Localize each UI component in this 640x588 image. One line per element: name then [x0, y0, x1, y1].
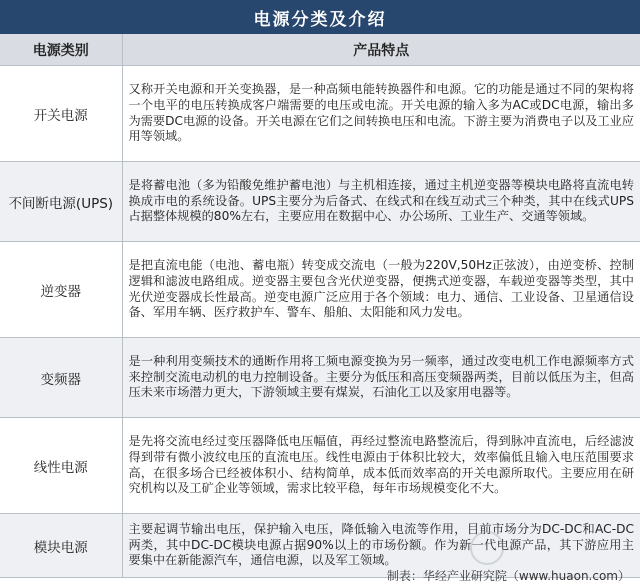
row-category: 不间断电源(UPS) [0, 162, 122, 242]
watermark-logo-icon [470, 531, 504, 565]
row-category: 开关电源 [0, 66, 122, 162]
row-description: 是一种利用变频技术的通断作用将工频电源变换为另一频率，通过改变电机工作电源频率方式来控制交流电动机的电力控制设备。主要分为低压和高压变频器两类，目前以低压为主，但高压未来市场潜力更大，下游领域主要有煤炭，石油化工以及家用电器等。 [122, 338, 640, 418]
row-description: 主要起调节输出电压，保护输入电压，降低输入电流等作用，目前市场分为DC-DC和AC-DC两类，其中DC-DC模块电源占据90%以上的市场份额。作为新一代电源产品，其下游应用主要集中在新能源汽车，通信电源，以及军工领域。 [122, 514, 640, 578]
table-row [0, 338, 640, 418]
table-row [0, 242, 640, 338]
table-row [0, 418, 640, 514]
row-description: 是把直流电能（电池、蓄电瓶）转变成交流电（一般为220V,50Hz正弦波），由逆变桥、控制逻辑和滤波电路组成。逆变器主要包含光伏逆变器，便携式逆变器，车载逆变器等类型，其中光伏逆变器成长性最高。逆变电源广泛应用于各个领域：电力、通信、工业设备、卫星通信设备、军用车辆、医疗救护车、警车、船舶、太阳能和风力发电。 [122, 242, 640, 338]
row-category: 线性电源 [0, 418, 122, 514]
header-features: 产品特点 [122, 34, 640, 66]
header-row [0, 34, 640, 66]
row-description: 是将蓄电池（多为铅酸免维护蓄电池）与主机相连接，通过主机逆变器等模块电路将直流电转换成市电的系统设备。UPS主要分为后备式、在线式和在线互动式三个种类，其中在线式UPS占据整体规模的80%左右，主要应用在数据中心、办公场所、工业生产、交通等领域。 [122, 162, 640, 242]
table-row [0, 162, 640, 242]
table-row [0, 66, 640, 162]
row-category: 模块电源 [0, 514, 122, 578]
row-category: 变频器 [0, 338, 122, 418]
row-description: 是先将交流电经过变压器降低电压幅值，再经过整流电路整流后，得到脉冲直流电，后经滤波得到带有微小波纹电压的直流电压。线性电源由于体积比较大，效率偏低且输入电压范围要求高，在很多场合已经被体积小、结构简单，成本低而效率高的开关电源所取代。主要应用在研究机构以及工矿企业等领域，需求比较平稳，每年市场规模变化不大。 [122, 418, 640, 514]
row-category: 逆变器 [0, 242, 122, 338]
row-description: 又称开关电源和开关变换器，是一种高频电能转换器件和电源。它的功能是通过不同的架构将一个电平的电压转换成客户端需要的电压或电流。开关电源的输入多为AC或DC电源，输出多为需要DC电源的设备。开关电源在它们之间转换电压和电流。下游主要为消费电子以及工业应用等领域。 [122, 66, 640, 162]
source-footer: 制表：华经产业研究院（www.huaon.com） [386, 569, 630, 583]
header-category: 电源类别 [0, 34, 122, 66]
table-title: 电源分类及介绍 [0, 0, 640, 34]
power-supply-table [0, 34, 640, 578]
